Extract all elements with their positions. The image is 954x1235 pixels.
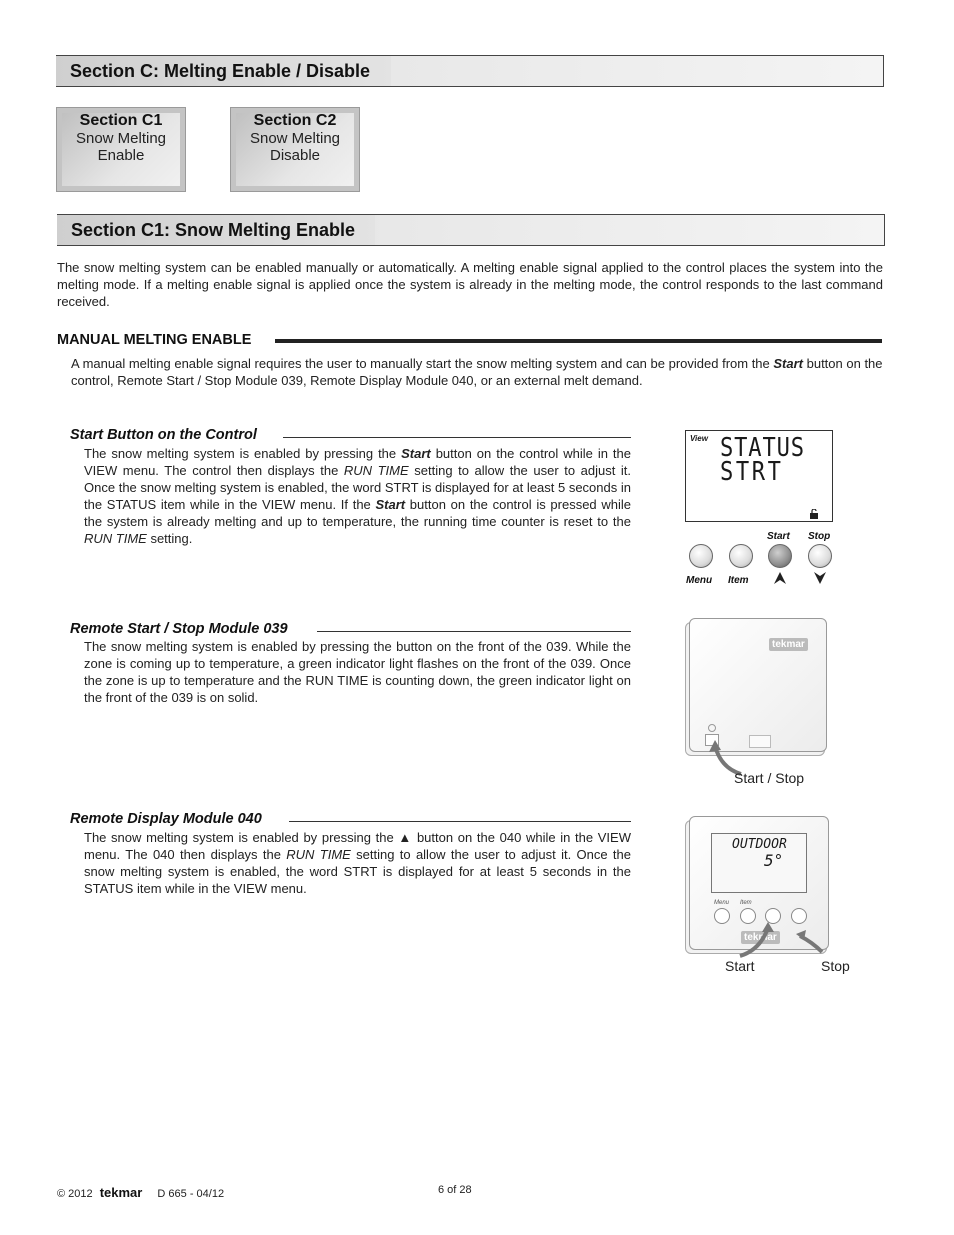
- footer-left: [57, 1185, 224, 1200]
- footer-doc-number: D 665 - 04/12: [157, 1188, 225, 1200]
- section-c2-link-title: Section C2: [253, 112, 337, 129]
- control-display-view-label: View: [690, 434, 708, 443]
- section-c-title: Section C: Melting Enable / Disable: [70, 61, 371, 81]
- section-c1-link-line2: Enable: [97, 147, 145, 164]
- start-text-2: button on the control while in the VIEW menu. The control then displays the: [84, 446, 631, 478]
- manual-heading: MANUAL MELTING ENABLE: [57, 332, 252, 348]
- module-040-start-caption: Start: [725, 958, 755, 974]
- start-button-heading-rule: [283, 437, 631, 438]
- menu-button-label: Menu: [686, 575, 713, 586]
- module-039-caption: Start / Stop: [734, 770, 805, 786]
- module-039-illustration: [685, 618, 825, 754]
- section-c-header: [56, 55, 884, 87]
- section-c2-link-line1: Snow Melting: [249, 130, 341, 147]
- remote-040-text-3: setting to allow the user to adjust it. Once the snow melting system is enabled, the word STRT is displayed for at least 5 seconds in the STATUS item while in the VIEW menu.: [84, 847, 631, 896]
- module-040-stop-caption: Stop: [821, 958, 850, 974]
- remote-040-heading-rule: [289, 821, 631, 822]
- stop-button-label: Stop: [808, 531, 831, 542]
- footer-brand-logo: tekmar: [99, 1185, 143, 1200]
- section-c1-header: [57, 214, 885, 246]
- module-039-label-plate: [749, 735, 771, 748]
- manual-heading-rule: [275, 339, 882, 343]
- stop-button[interactable]: [808, 544, 832, 568]
- section-c1-link-line1: Snow Melting: [75, 130, 167, 147]
- up-arrow-icon: [773, 571, 787, 585]
- control-display: [685, 430, 833, 522]
- manual-text-c: button on the control, Remote Start / Stop Module 039, Remote Display Module 040, or an external melt demand.: [71, 356, 883, 388]
- start-text-1: The snow melting system is enabled by pressing the: [84, 446, 402, 461]
- module-040-stop-pointer-arrow: [796, 920, 826, 956]
- start-text-italic-1: RUN TIME: [343, 463, 409, 478]
- control-display-line1: STATUS: [720, 433, 805, 463]
- module-040-display-line2: 5°: [764, 851, 784, 870]
- item-button[interactable]: [729, 544, 753, 568]
- start-text-5: setting.: [146, 531, 193, 546]
- remote-040-paragraph: [84, 829, 631, 897]
- start-text-4: button on the control is pressed while the system is already melting and up to temperature, the running time counter is reset to the: [84, 497, 631, 529]
- section-c1-link[interactable]: [56, 107, 186, 192]
- remote-040-text-italic: RUN TIME: [286, 847, 351, 862]
- remote-039-heading: Remote Start / Stop Module 039: [70, 621, 288, 637]
- section-c2-link[interactable]: [230, 107, 360, 192]
- remote-040-heading: Remote Display Module 040: [70, 811, 262, 827]
- start-text-3: setting to allow the user to adjust it. Once the snow melting system is enabled, the word STRT is displayed for at least 5 seconds in the STATUS item while in the VIEW menu. If the: [84, 463, 631, 512]
- remote-040-text-2: button on the 040 while in the VIEW menu. The 040 then displays the: [84, 830, 631, 862]
- start-button[interactable]: [768, 544, 792, 568]
- module-040-menu-button[interactable]: [714, 908, 730, 924]
- start-button-heading: Start Button on the Control: [70, 427, 257, 443]
- remote-039-paragraph: The snow melting system is enabled by pressing the button on the front of the 039. While the zone is coming up to temperature, a green indicator light flashes on the front of the 039. Once the zone is up to temperature and the RUN TIME is counting down, the green indicator light on the front of the 039 is on solid.: [84, 639, 631, 705]
- module-040-display: [711, 833, 807, 893]
- menu-button[interactable]: [689, 544, 713, 568]
- start-text-bold-2: Start: [375, 497, 406, 512]
- footer-copyright: © 2012: [57, 1188, 93, 1200]
- module-040-logo: tekmar: [741, 931, 780, 944]
- down-arrow-icon: [813, 571, 827, 585]
- section-c1-link-title: Section C1: [79, 112, 163, 129]
- section-c1-title: Section C1: Snow Melting Enable: [71, 220, 356, 240]
- start-text-italic-2: RUN TIME: [84, 531, 147, 546]
- section-c2-link-line2: Disable: [269, 147, 321, 164]
- start-button-label: Start: [767, 531, 790, 542]
- lock-icon: [808, 509, 820, 519]
- module-040-start-pointer-arrow: [736, 920, 776, 960]
- manual-paragraph: [71, 355, 883, 389]
- item-button-label: Item: [728, 575, 749, 586]
- module-040-item-label: Item: [740, 900, 752, 906]
- manual-text-start: Start: [773, 356, 803, 371]
- remote-039-heading-rule: [317, 631, 631, 632]
- remote-040-text-1: The snow melting system is enabled by pressing the: [84, 830, 399, 845]
- up-triangle-icon: ▲: [398, 830, 413, 845]
- module-039-logo: tekmar: [769, 638, 808, 651]
- start-text-bold-1: Start: [401, 446, 431, 461]
- footer-page-number: 6 of 28: [438, 1184, 472, 1196]
- indicator-light-icon: [708, 724, 716, 732]
- manual-text-a: A manual melting enable signal requires the user to manually start the snow melting system and can be provided from the: [71, 356, 774, 371]
- start-button-paragraph: [84, 445, 631, 547]
- control-display-line2: STRT: [720, 457, 784, 487]
- module-040-display-line1: OUTDOOR: [732, 837, 787, 852]
- module-040-menu-label: Menu: [714, 900, 730, 906]
- intro-paragraph: The snow melting system can be enabled manually or automatically. A melting enable signal applied to the control places the system into the melting mode. If a melting enable signal is applied once the system is already in the melting mode, the control responds to the last command received.: [57, 260, 883, 309]
